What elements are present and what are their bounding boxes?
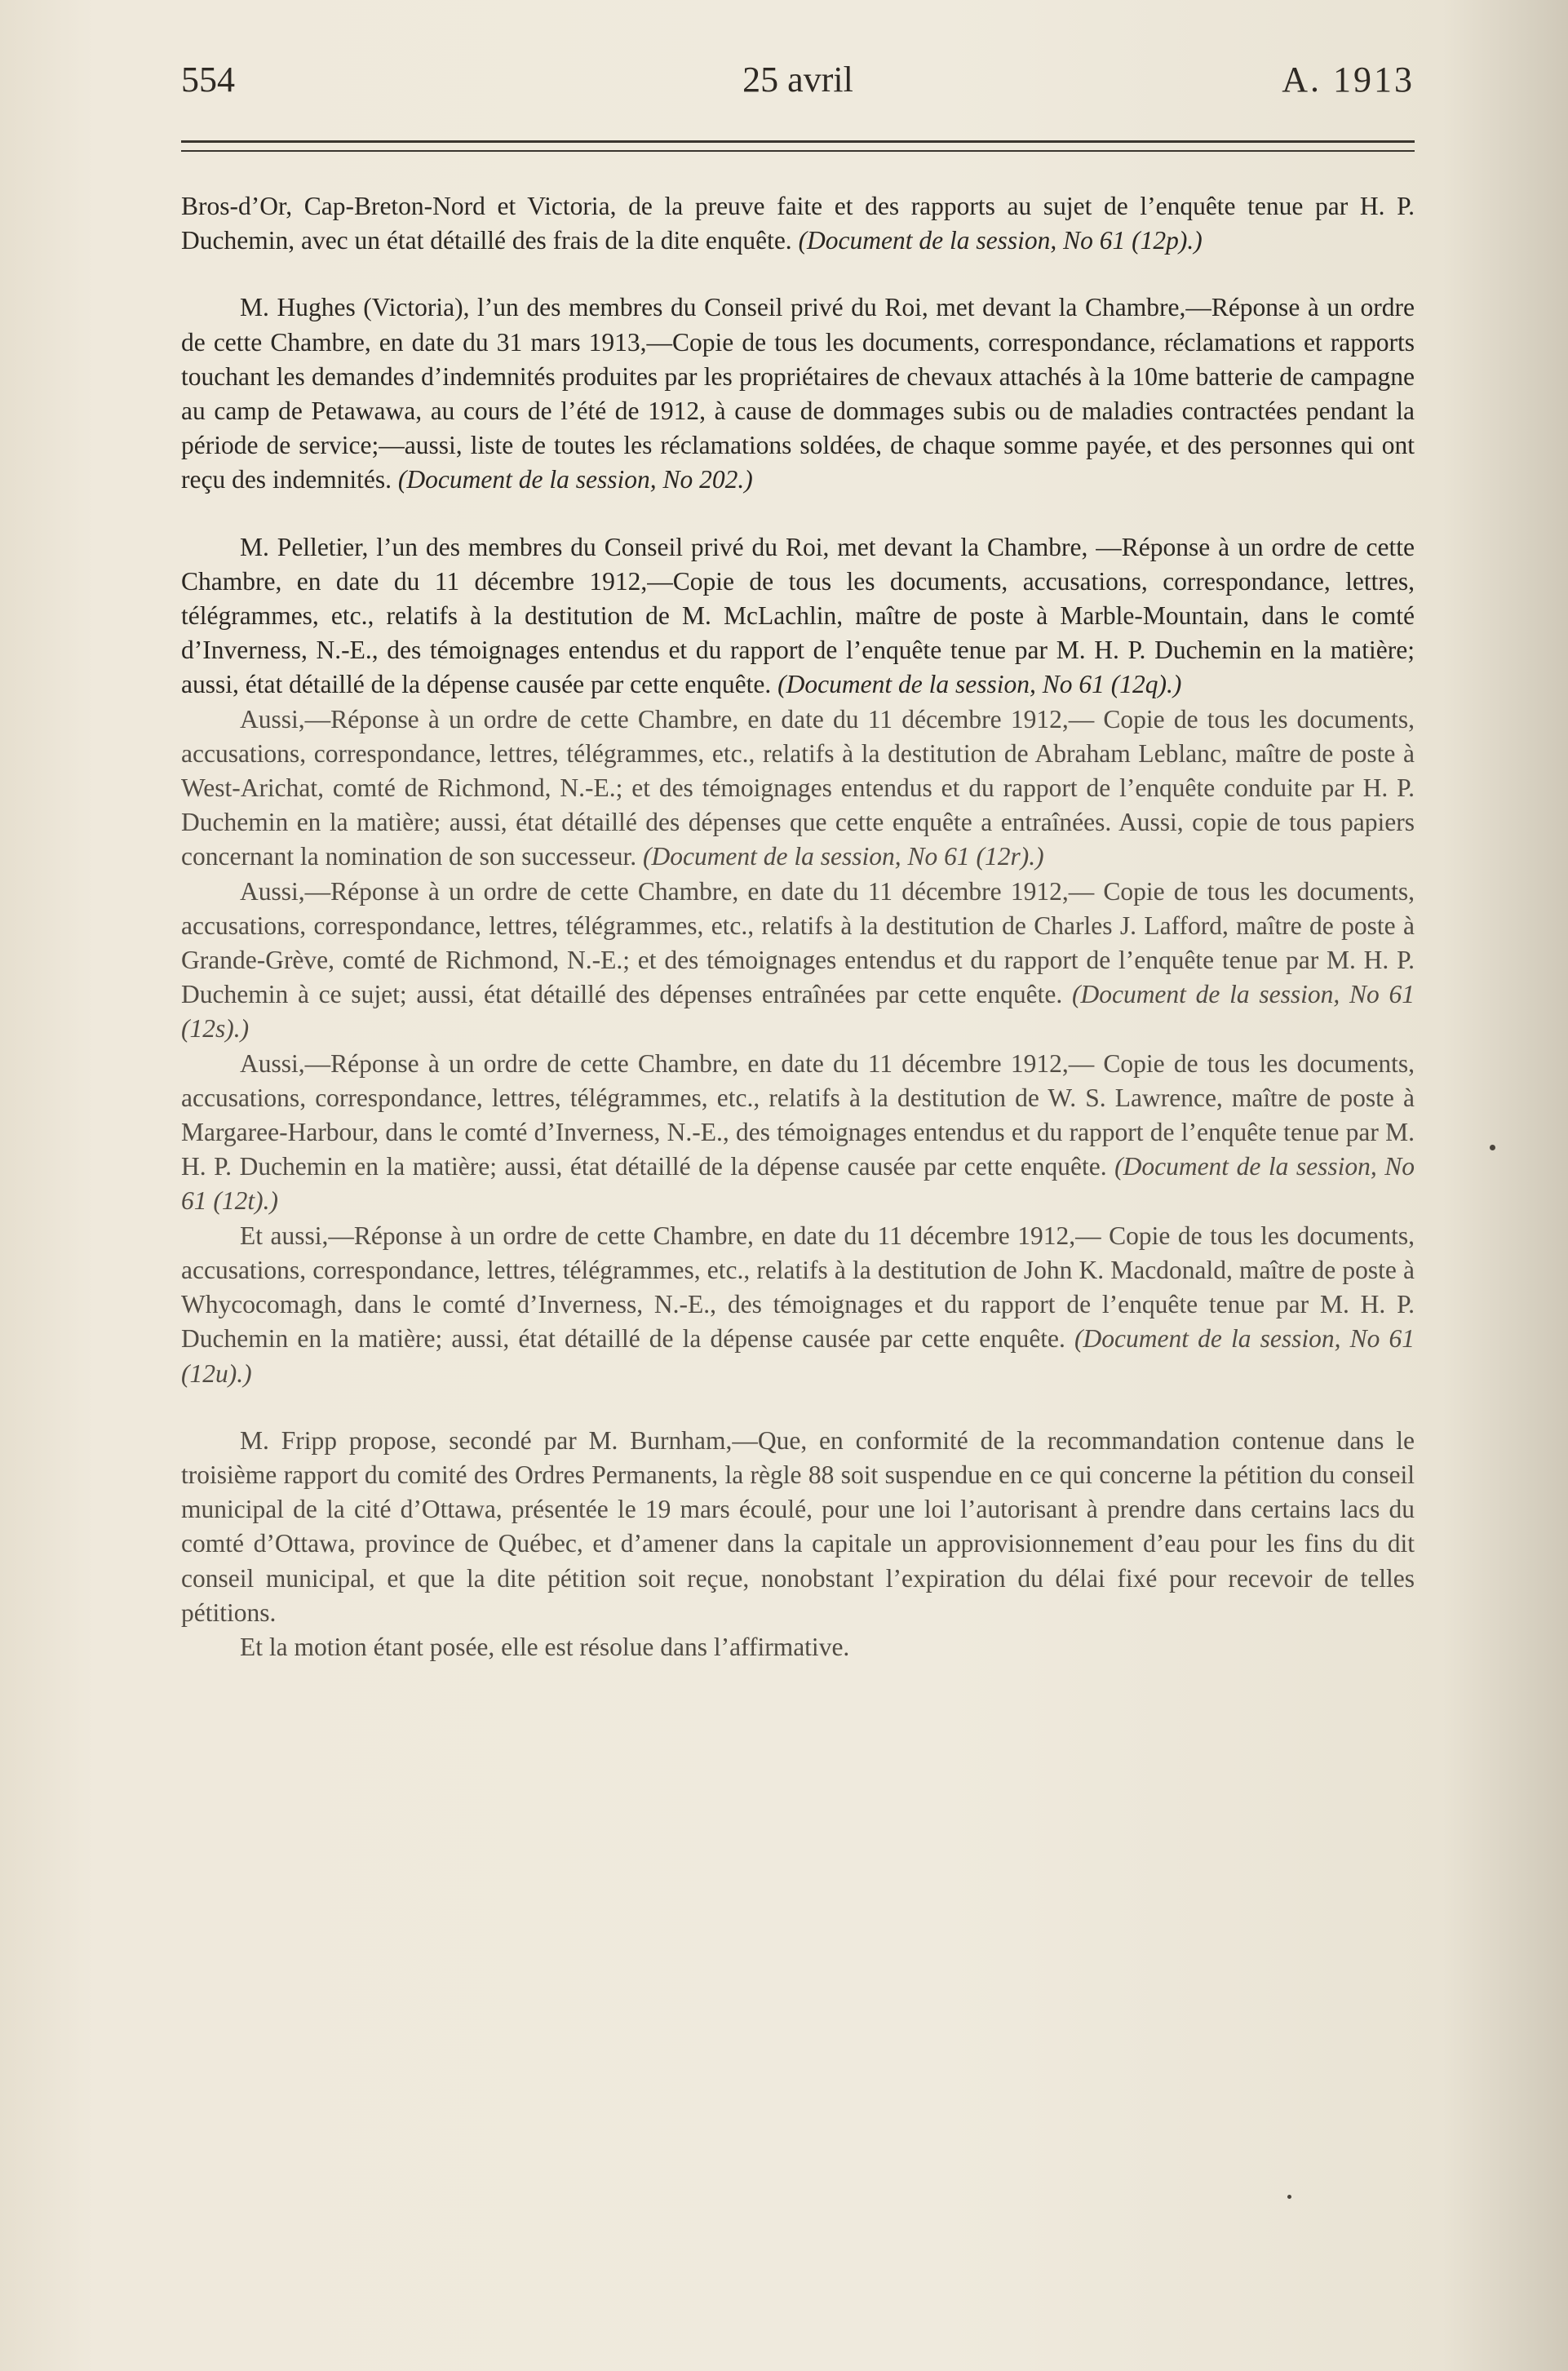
- document-reference: (Document de la session, No 202.): [397, 465, 753, 494]
- page-body: [181, 189, 1415, 1664]
- header-rule-top: [181, 140, 1415, 143]
- paragraph-text: Bros-d’Or, Cap-Breton-Nord et Victoria, de la preuve faite et des rapports au sujet de l’enquête tenue par H. P. Duchemin, avec un état détaillé des frais de la dite enquête.: [181, 192, 1415, 255]
- document-reference: (Document de la session, No 61 (12q).): [777, 670, 1182, 699]
- paragraph-text: Et aussi,—Réponse à un ordre de cette Chambre, en date du 11 décembre 1912,— Copie de tous les documents, accusations, correspondance, lettres, télégrammes, etc., relatifs à la destitution de John K. Macdonald, maître de poste à Whycocomagh, dans le comté d’Inverness, N.-E., des témoignages et du rapport de l’enquête tenue par M. H. P. Duchemin en la matière; aussi, état détaillé de la dépense causée par cette enquête.: [181, 1221, 1415, 1354]
- paragraph-text: M. Hughes (Victoria), l’un des membres du Conseil privé du Roi, met devant la Chambre,—Réponse à un ordre de cette Chambre, en date du 31 mars 1913,—Copie de tous les documents, correspondance, réclamations et rapports touchant les demandes d’indemnités produites par les propriétaires de chevaux attachés à la 10me batterie de campagne au camp de Petawawa, au cours de l’été de 1912, à cause de dommages subis ou de maladies contractées pendant la période de service;—aussi, liste de toutes les réclamations soldées, de chaque somme payée, et des personnes qui ont reçu des indemnités.: [181, 293, 1415, 494]
- paragraph-leblanc: [181, 702, 1415, 875]
- paragraph-macdonald: [181, 1219, 1415, 1391]
- document-reference: (Document de la session, No 61 (12t).): [181, 1152, 1415, 1216]
- document-reference: (Document de la session, No 61 (12r).): [642, 842, 1044, 871]
- paragraph-text: Aussi,—Réponse à un ordre de cette Chambre, en date du 11 décembre 1912,— Copie de tous les documents, accusations, correspondance, lettres, télégrammes, etc., relatifs à la destitution de Charles J. Lafford, maître de poste à Grande-Grève, comté de Richmond, N.-E.; et des témoignages entendus et du rapport de l’enquête tenue par M. H. P. Duchemin à ce sujet; aussi, état détaillé des dépenses entraînées par cette enquête.: [181, 876, 1415, 1009]
- paragraph-pelletier: [181, 530, 1415, 702]
- paragraph-text: Aussi,—Réponse à un ordre de cette Chambre, en date du 11 décembre 1912,— Copie de tous les documents, accusations, correspondance, lettres, télégrammes, etc., relatifs à la destitution de Abraham Leblanc, maître de poste à West-Arichat, comté de Richmond, N.-E.; et des témoignages entendus et du rapport de l’enquête conduite par H. P. Duchemin en la matière; aussi, état détaillé des dépenses que cette enquête a entraînées. Aussi, copie de tous papiers concernant la nomination de son successeur.: [181, 704, 1415, 871]
- document-reference: (Document de la session, No 61 (12p).): [798, 226, 1203, 255]
- paragraph-fripp-motion: [181, 1424, 1415, 1630]
- paragraph-text: M. Pelletier, l’un des membres du Conseil privé du Roi, met devant la Chambre, —Réponse à un ordre de cette Chambre, en date du 11 décembre 1912,—Copie de tous les documents, accusations, correspondance, lettres, télégrammes, etc., relatifs à la destitution de M. McLachlin, maître de poste à Marble-Mountain, dans le comté d’Inverness, N.-E., des témoignages entendus et du rapport de l’enquête tenue par M. H. P. Duchemin en la matière; aussi, état détaillé de la dépense causée par cette enquête.: [181, 532, 1415, 699]
- paragraph-continuation: [181, 189, 1415, 258]
- document-reference: (Document de la session, No 61 (12s).): [181, 980, 1415, 1044]
- ink-speck: [1490, 1145, 1495, 1150]
- ink-speck: [1287, 2195, 1291, 2199]
- page-header: [181, 55, 1415, 113]
- paragraph-text: M. Fripp propose, secondé par M. Burnham,—Que, en conformité de la recommandation contenue dans le troisième rapport du comité des Ordres Permanents, la règle 88 soit suspendue en ce qui concerne la pétition du conseil municipal de la cité d’Ottawa, présentée le 19 mars écoulé, pour une loi l’autorisant à prendre dans certains lacs du comté d’Ottawa, province de Québec, et d’amener dans la capitale un approvisionnement d’eau pour les fins du dit conseil municipal, et que la dite pétition soit reçue, nonobstant l’expiration du délai fixé pour recevoir de telles pétitions.: [181, 1425, 1415, 1627]
- paragraph-text: Aussi,—Réponse à un ordre de cette Chambre, en date du 11 décembre 1912,— Copie de tous les documents, accusations, correspondance, lettres, télégrammes, etc., relatifs à la destitution de W. S. Lawrence, maître de poste à Margaree-Harbour, dans le comté d’Inverness, N.-E., des témoignages entendus et du rapport de l’enquête tenue par M. H. P. Duchemin en la matière; aussi, état détaillé de la dépense causée par cette enquête.: [181, 1048, 1415, 1181]
- paragraph-lafford: [181, 875, 1415, 1047]
- paragraph-lawrence: [181, 1047, 1415, 1219]
- header-year: A. 1913: [1282, 60, 1415, 100]
- paragraph-motion-result: [181, 1630, 1415, 1664]
- header-date: 25 avril: [742, 60, 853, 100]
- page-number: 554: [181, 60, 235, 100]
- document-reference: (Document de la session, No 61 (12u).): [181, 1324, 1415, 1388]
- header-rule-bottom: [181, 150, 1415, 152]
- paragraph-hughes: [181, 290, 1415, 497]
- paragraph-text: Et la motion étant posée, elle est résolue dans l’affirmative.: [240, 1632, 850, 1661]
